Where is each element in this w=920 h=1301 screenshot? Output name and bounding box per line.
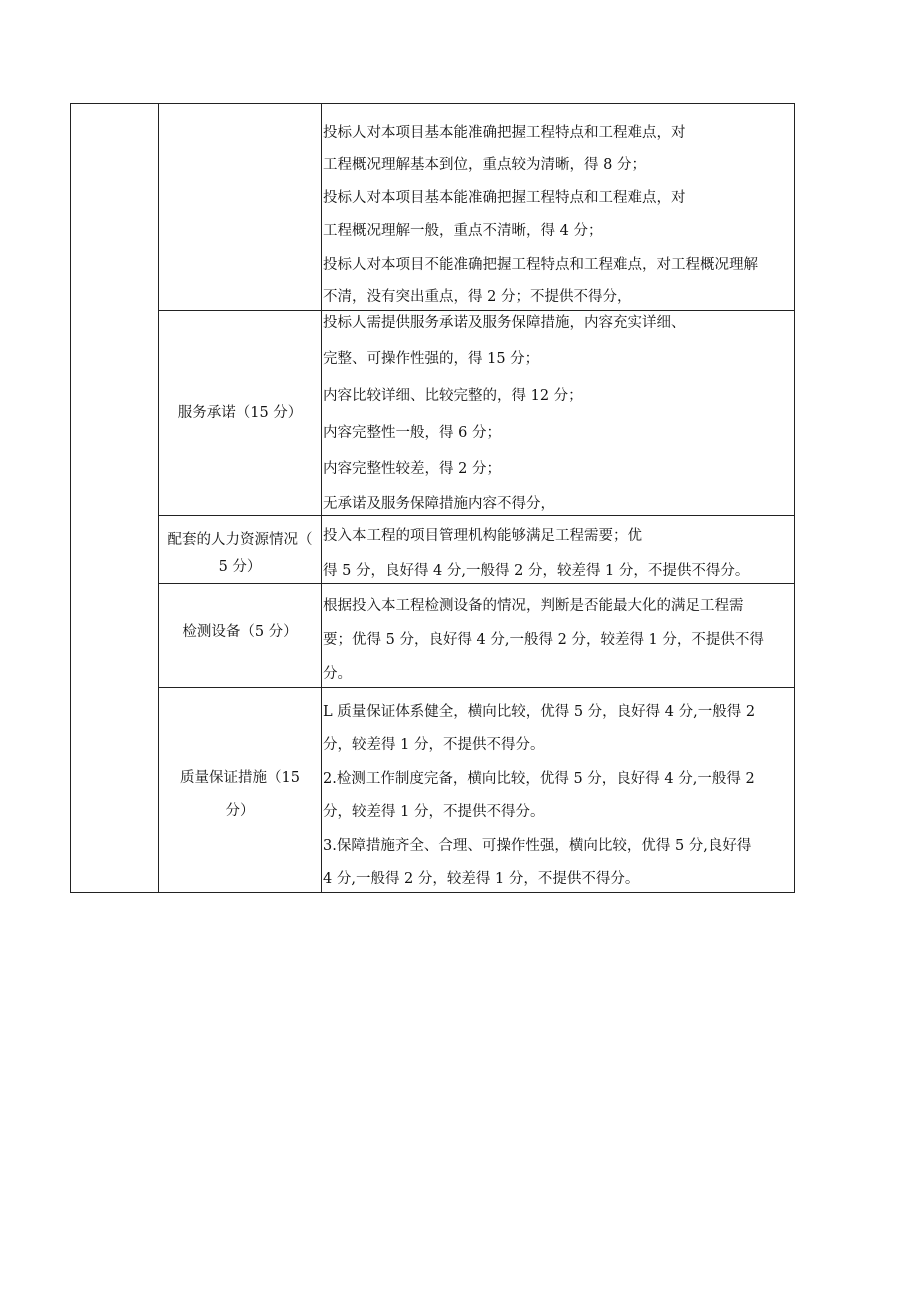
criteria-line: 4 分,一般得 2 分，较差得 1 分，不提供不得分。 xyxy=(323,871,640,887)
criteria-line: 2.检测工作制度完备，横向比较，优得 5 分，良好得 4 分,一般得 2 xyxy=(323,771,755,787)
criteria-line: 不清，没有突出重点，得 2 分；不提供不得分， xyxy=(323,289,632,305)
criteria-line: 3.保障措施齐全、合理、可操作性强，横向比较，优得 5 分,良好得 xyxy=(323,838,752,854)
criteria-line: L 质量保证体系健全，横向比较，优得 5 分，良好得 4 分,一般得 2 xyxy=(323,704,756,720)
criteria-line: 分。 xyxy=(323,666,352,682)
criteria-line: 无承诺及服务保障措施内容不得分， xyxy=(323,496,555,512)
row-divider-2 xyxy=(158,515,795,516)
row-divider-4 xyxy=(158,687,795,688)
criteria-line: 完整、可操作性强的，得 15 分； xyxy=(323,351,540,367)
category-label: 检测设备（5 分） xyxy=(182,624,298,640)
criteria-line: 投标人对本项目不能准确把握工程特点和工程难点，对工程概况理解 xyxy=(323,257,758,273)
criteria-line: 投入本工程的项目管理机构能够满足工程需要；优 xyxy=(323,528,642,544)
category-label: 质量保证措施（15 xyxy=(180,770,300,786)
criteria-line: 要；优得 5 分，良好得 4 分,一般得 2 分，较差得 1 分，不提供不得 xyxy=(323,632,764,648)
criteria-line: 分，较差得 1 分，不提供不得分。 xyxy=(323,737,545,753)
table-right-border xyxy=(794,103,795,893)
category-label: 分） xyxy=(225,803,255,819)
criteria-line: 分，较差得 1 分，不提供不得分。 xyxy=(323,804,545,820)
criteria-line: 内容完整性一般，得 6 分； xyxy=(323,425,501,441)
table-left-border xyxy=(70,103,71,893)
criteria-line: 根据投入本工程检测设备的情况，判断是否能最大化的满足工程需 xyxy=(323,598,744,614)
criteria-line: 得 5 分，良好得 4 分,一般得 2 分，较差得 1 分，不提供不得分。 xyxy=(323,563,750,579)
criteria-line: 内容完整性较差，得 2 分； xyxy=(323,461,501,477)
row-divider-1 xyxy=(158,310,795,311)
row-divider-3 xyxy=(158,583,795,584)
table-bottom-border xyxy=(70,892,795,893)
criteria-line: 投标人对本项目基本能准确把握工程特点和工程难点，对 xyxy=(323,190,686,206)
criteria-line: 工程概况理解一般，重点不清晰，得 4 分； xyxy=(323,223,603,239)
criteria-line: 投标人需提供服务承诺及服务保障措施，内容充实详细、 xyxy=(323,315,686,331)
criteria-line: 投标人对本项目基本能准确把握工程特点和工程难点，对 xyxy=(323,125,686,141)
category-label: 配套的人力资源情况（ xyxy=(167,532,313,548)
table-top-border xyxy=(70,103,795,104)
category-label: 服务承诺（15 分） xyxy=(177,405,303,421)
criteria-line: 工程概况理解基本到位，重点较为清晰，得 8 分； xyxy=(323,157,646,173)
category-label: 5 分） xyxy=(218,559,262,575)
criteria-line: 内容比较详细、比较完整的，得 12 分； xyxy=(323,388,583,404)
